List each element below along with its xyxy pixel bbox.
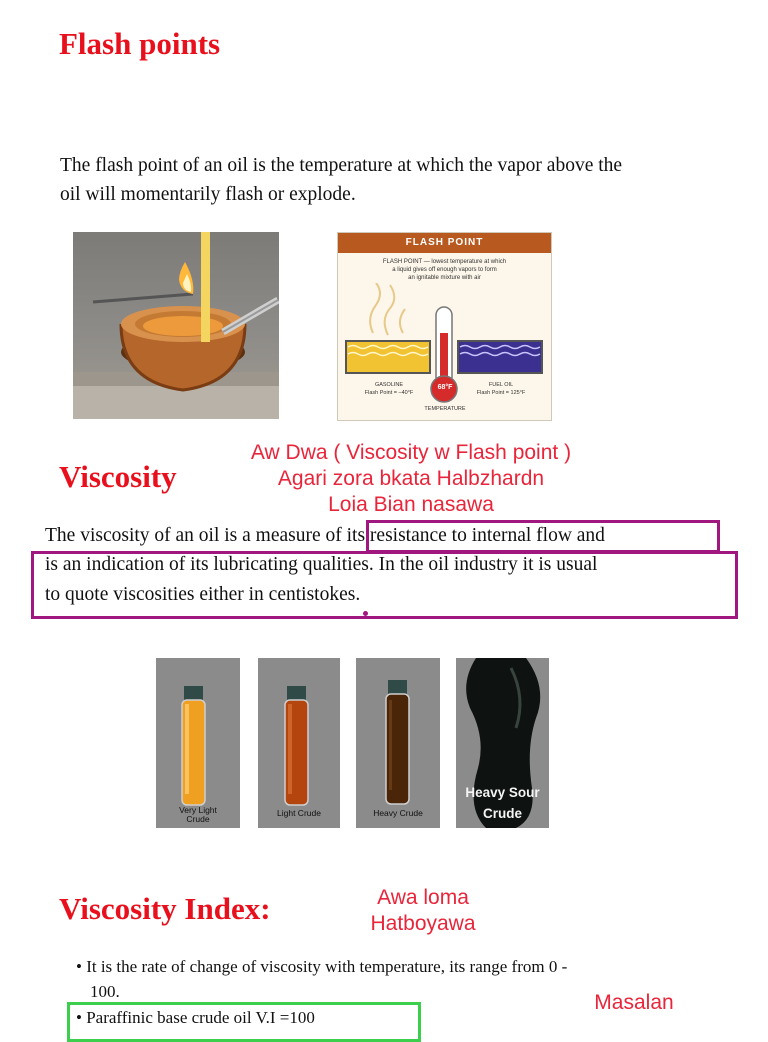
vial-1-label-2: Crude [186,814,210,824]
bullet-1 [76,954,567,979]
viscosity-index-heading: Viscosity Index: [59,891,271,926]
flash-point-diagram [337,232,552,421]
fuel-oil-label: FUEL OIL [488,382,514,388]
viscosity-line-1-start: The viscosity of an oil is a measure [45,525,326,546]
bullet-dot-icon: • [76,1008,82,1027]
vial-2-label: Light Crude [277,808,321,818]
vial-4-label: Heavy Sour [465,785,540,800]
gasoline-flash-point: Flash Point = –40°F [364,390,414,396]
vial-light-crude [258,658,340,828]
viscosity-line-2: is an indication of its lubricating qualities. In the oil industry it is usual [45,554,598,575]
diagram-definition-line-3: an ignitable mixture with air [408,275,481,281]
bullet-2-text: Paraffinic base crude oil V.I =100 [86,1008,315,1027]
heavy-sour-crude-photo [456,658,549,828]
fuel-oil-flash-point: Flash Point = 125°F [476,390,526,396]
gasoline-label: GASOLINE [374,382,404,388]
bullet-1-text: It is the rate of change of viscosity with temperature, its range from 0 - [86,957,568,976]
diagram-title: FLASH POINT [338,233,551,253]
viscosity-note-line-3: Loia Bian nasawa [328,493,494,516]
vial-heavy-crude [356,658,440,828]
vial-3-label: Heavy Crude [373,808,423,818]
vial-4-label-2: Crude [482,806,522,821]
viscosity-note [230,440,592,518]
side-note: Masalan [594,991,674,1014]
flash-apparatus-photo [73,232,279,419]
diagram-definition-line-1: FLASH POINT — lowest temperature at which [382,259,507,265]
bullet-2 [76,1005,315,1030]
viscosity-index-note-line-2: Hatboyawa [370,912,476,935]
viscosity-index-note [356,885,490,937]
bullet-dot-icon: • [76,957,82,976]
temperature-badge: 68°F [437,384,453,391]
viscosity-line-1-highlight: of its resistance to internal flow and [325,525,605,546]
diagram-graphic [338,283,551,418]
highlight-box-lines-2-3 [31,551,738,619]
flash-points-heading: Flash points [59,26,221,61]
highlight-box-line-1 [366,520,720,553]
flash-definition-line-2: oil will momentarily flash or explode. [60,184,356,205]
vial-1-label: Very Light [179,805,217,815]
viscosity-note-line-1: Aw Dwa ( Viscosity w Flash point ) [250,441,572,464]
bullet-1-continuation: 100. [90,982,120,1001]
flash-definition-line-1: The flash point of an oil is the temperature at which the vapor above the [60,155,623,176]
viscosity-index-note-line-1: Awa loma [377,886,469,909]
vial-very-light-crude [156,658,240,828]
temperature-label: TEMPERATURE [424,406,466,412]
viscosity-note-line-2: Agari zora bkata Halbzhardn [277,467,545,490]
annotation-dot [363,611,368,616]
diagram-definition-line-2: a liquid gives off enough vapors to form [392,267,497,273]
viscosity-line-3: to quote viscosities either in centistokes. [45,584,361,605]
viscosity-heading: Viscosity [59,459,177,494]
